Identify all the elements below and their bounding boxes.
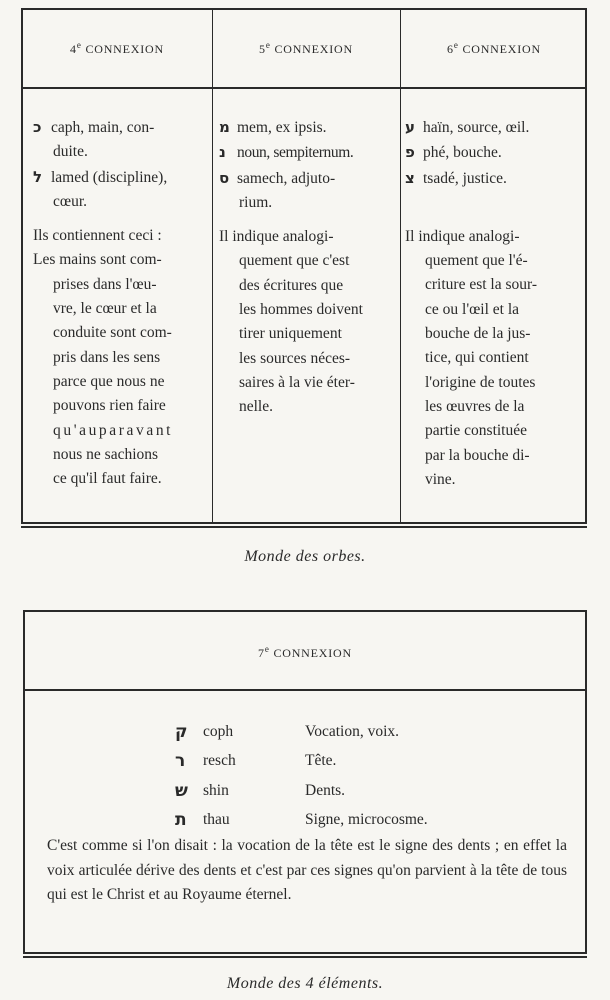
header-divider: [23, 87, 585, 89]
column-5-paragraph: Il indique analogi- quement que c'est des écritures que les hommes doivent tirer uniquement les sources néces- saires à la vie éter- nelle.: [219, 228, 363, 416]
hebrew-letter-thau: ת: [175, 810, 187, 831]
column-6-paragraph: Il indique analogi- quement que l'é- criture est la sour- ce ou l'œil et la bouche de la jus- tice, qui contient l'origine de toutes les œuvres de la partie constituée par la bouche di- vine.: [405, 227, 538, 488]
bottom-rule: [23, 956, 587, 958]
table-heading-7: 7e CONNEXION: [258, 644, 352, 660]
hebrew-letter-hain: ע: [405, 118, 415, 136]
hebrew-letter-phe: פ: [405, 143, 415, 162]
hebrew-letter-resch: ר: [175, 751, 186, 772]
hebrew-letter-mem: מ: [219, 118, 230, 136]
letter-entry: ס samech, adjuto- rium.: [219, 166, 401, 216]
column-4-paragraph: Ils contiennent ceci : Les mains sont com- prises dans l'œu- vre, le cœur et la conduite sont com- pris dans les sens parce que nous ne pouvons rien faire qu'auparavant nous ne sachions ce qu'il faut faire.: [33, 227, 174, 488]
letter-entry: ע haïn, source, œil.: [405, 115, 583, 140]
letter-entry: פ phé, bouche.: [405, 140, 583, 165]
bottom-rule: [21, 526, 587, 528]
letter-entry: מ mem, ex ipsis.: [219, 115, 401, 140]
hebrew-letter-lamed: ל: [33, 167, 43, 186]
letter-row: ש shin Dents.: [175, 780, 346, 801]
letter-row: ר resch Tête.: [175, 751, 337, 772]
column-5-body: [219, 115, 401, 420]
column-heading-6: 6e CONNEXION: [447, 40, 541, 56]
column-6-body: [405, 115, 583, 492]
hebrew-letter-tsade: צ: [405, 168, 415, 187]
caption-monde-des-4-elements: Monde des 4 éléments.: [226, 975, 384, 992]
letter-entry: נ noun, sempiternum.: [219, 140, 401, 165]
letter-row: ת thau Signe, microcosme.: [175, 810, 428, 831]
column-4-body: [33, 115, 211, 491]
connexion-table-7: [23, 610, 587, 954]
explanation-paragraph: C'est comme si l'on disait : la vocation de la tête est le signe des dents ; en effet la voix articulée dérive des dents et c'est par ces signes qu'on parvient à la tête de tous qui est le Christ et au Royaume éternel.: [47, 837, 567, 903]
column-heading-5: 5e CONNEXION: [259, 40, 353, 56]
connexions-table-4-6: [21, 8, 587, 524]
hebrew-letter-shin: ש: [175, 780, 188, 801]
caption-monde-des-orbes: Monde des orbes.: [244, 548, 366, 565]
header-divider: [25, 689, 585, 691]
letter-entry: כ caph, main, con- duite.: [33, 115, 211, 165]
hebrew-letter-coph: ק: [175, 721, 188, 742]
hebrew-letter-samech: ס: [219, 168, 230, 187]
letter-row: ק coph Vocation, voix.: [175, 721, 399, 742]
letter-entry: ל lamed (discipline), cœur.: [33, 165, 211, 215]
column-heading-4: 4e CONNEXION: [70, 40, 164, 56]
letter-list: [175, 717, 428, 835]
hebrew-letter-caph: כ: [33, 118, 42, 136]
letter-entry: צ tsadé, justice.: [405, 166, 583, 191]
hebrew-letter-noun: נ: [219, 143, 226, 162]
